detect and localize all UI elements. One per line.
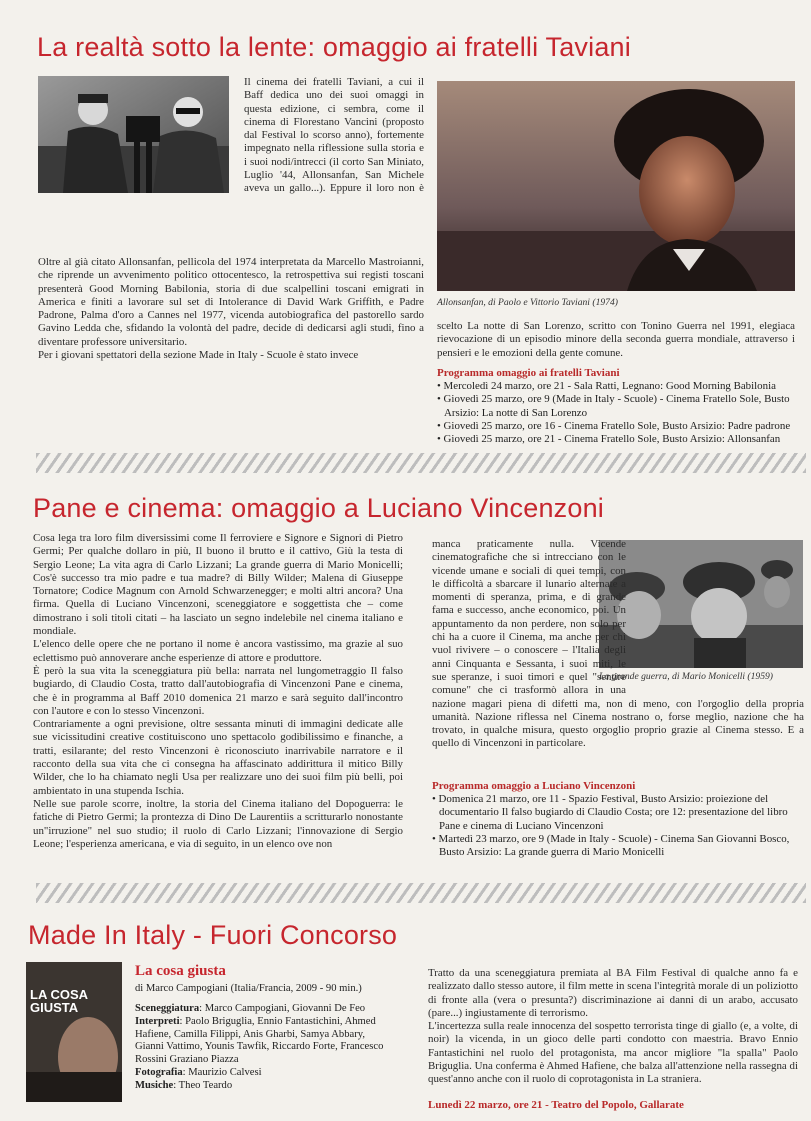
program-item: • Giovedì 25 marzo, ore 9 (Made in Italy - Scuole) - Cinema Fratello Sole, Busto Arsizio: La notte di San Lorenzo: [437, 393, 799, 420]
section2-photo-caption: La grande guerra, di Mario Monicelli (1959): [599, 671, 774, 682]
section2-program-title: Programma omaggio a Luciano Vincenzoni: [432, 780, 636, 792]
film-meta: di Marco Campogiani (Italia/Francia, 2009 - 90 min.): [135, 983, 362, 994]
la-cosa-giusta-poster: [26, 962, 122, 1102]
section1-program: [437, 367, 799, 446]
section1-paragraph-c: Per i giovani spettatori della sezione Made in Italy - Scuole è stato invece: [38, 349, 359, 362]
program-item: • Martedì 23 marzo, ore 9 (Made in Italy - Scuole) - Cinema San Giovanni Bosco, Busto Arsizio: La grande guerra di Mario Monicelli: [432, 833, 804, 860]
program-item: • Domenica 21 marzo, ore 11 - Spazio Festival, Busto Arsizio: proiezione del documentario Il falso bugiardo di Claudio Costa; ore 12: presentazione del libro Pane e cinema di Luciano Vincenzoni: [432, 793, 804, 833]
section1-body: [38, 196, 424, 362]
section2-paragraph-c: È però la sua vita la sceneggiatura più bella: narrata nel lungometraggio Il falso bugiardo, di Claudio Costa, tratto dall'autobiografia di Vincenzoni Pane e cinema, che è in programma al Baff 2010 domenica 21 marzo e sarà seguito dall'incontro con l'autore e con lo stesso Vincenzoni.: [33, 664, 403, 717]
section2-paragraph-b: L'elenco delle opere che ne portano il nome è ancora vastissimo, ma grazie al suo eclettismo può annoverare anche esperienze di attore e produttore.: [33, 638, 403, 664]
section2-paragraph-e: Nelle sue parole scorre, inoltre, la storia del Cinema italiano del Dopoguerra: le fatiche di Pietro Germi; la prontezza di Dino De Laurentiis a scritturarlo nonostante un"irruzione" nel suo studio; il ruolo di Carlo Lizzani; l'innovazione di Sergio Leone; l'esperienza americana, e via di seguito, in un elenco ove non: [33, 797, 403, 850]
section2-left-column: [33, 532, 403, 851]
section3-paragraph-a: Tratto da una sceneggiatura premiata al BA Film Festival di qualche anno fa e realizzato dallo stesso autore, il film mette in scena l'integrità morale di un poliziotto di fronte alla (vera o presunta?) discriminazione ai danni di un arabo, accusato (pare...) ingiustamente di terrorismo.: [428, 967, 798, 1019]
section3-text: [428, 967, 798, 1087]
taviani-brothers-photo: [38, 76, 229, 193]
section2-right-column: [432, 538, 804, 751]
credit-row: Sceneggiatura: Marco Campogiani, Giovanni De Feo: [135, 1003, 366, 1014]
section1-intro: Il cinema dei fratelli Taviani, a cui il Baff dedica uno dei suoi omaggi in questa edizione, ci sembra, come il cinema di Florestano Vancini (proposto dal Festival lo scorso anno), fortemente impegnato nella riflessione sulla storia e i suoi nodi/intrecci (il corto San Miniato, Luglio '44, Allonsanfan, San Michele aveva un gallo...). Eppure il loro non è: [244, 76, 424, 194]
section3-title: Made In Italy - Fuori Concorso: [28, 920, 398, 950]
program-item: • Mercoledì 24 marzo, ore 21 - Sala Ratti, Legnano: Good Morning Babilonia: [437, 380, 799, 393]
section2-paragraph-f: manca praticamente nulla. Vicende cinematografiche che si intrecciano con le vicende umane e sociali di quei tempi, con le difficoltà a sbarcare il lunario alternate a momenti di speranza, prima, e di grande fama e successo, anche economico, poi. Un appuntamento da non perdere, non solo per chi ha a cuore il Cinema, ma anche per chi vuol rivivere – o conoscere – l'Italia degli anni Cinquanta e Sessanta, i suoi miti, le sue speranze, i suoi timori e quel "sentire comune" che ci trasformò allora in una nazione magari piena di difetti ma, non di meno, con l'orgoglio della propria umanità. Nazione riflessa nel Cinema nostrano o, forse meglio, nazione che ha trovato, in qualche misura, questo orgoglio proprio grazie al Cinema stesso. E a quello di Vincenzoni in particolare.: [432, 538, 804, 750]
section2-paragraph-d: Contrariamente a ogni previsione, oltre sessanta minuti di immagini dedicate alle sue vicissitudini creative costituiscono uno spettacolo godibilissimo e finanche, a tratti, esilarante; del resto Vincenzoni è riconosciuto inarrivabile narratore e il racconto della sua vita che ci consegna ha affascinato addirittura il mitico Billy Wilder, che lo ha chiamato negli Usa per realizzare uno dei suoi film più belli, poi ambientato in una stupenda Ischia.: [33, 718, 403, 797]
film-credits: [135, 1003, 395, 1093]
section3-paragraph-b: L'incertezza sulla reale innocenza del sospetto terrorista tinge di giallo (e, a volte, di noir) la vicenda, in un gioco delle parti condotto con maestria. Bravo Ennio Fantastichini nel ruolo del protagonista, ma ancor migliore "la spalla" Paolo Briguglia. Una conferma è Ahmed Hafiene, che balza all'attenzione nella rassegna di quest'anno anche con il ruolo di coprotagonista in La straniera.: [428, 1020, 798, 1086]
poster-title: LA COSA GIUSTA: [30, 987, 88, 1015]
section1-paragraph-d: scelto La notte di San Lorenzo, scritto con Tonino Guerra nel 1991, elegiaca rievocazione di un episodio minore della seconda guerra mondiale, attraverso i pensieri e le emozioni della gente comune.: [437, 320, 795, 359]
section-divider: [36, 453, 806, 473]
section1-program-title: Programma omaggio ai fratelli Taviani: [437, 367, 620, 379]
film-title: La cosa giusta: [135, 963, 226, 979]
program-item: • Giovedì 25 marzo, ore 21 - Cinema Fratello Sole, Busto Arsizio: Allonsanfan: [437, 433, 799, 446]
allonsanfan-still: [437, 81, 795, 291]
section-divider: [36, 883, 806, 903]
section2-paragraph-a: Cosa lega tra loro film diversissimi come Il ferroviere e Signore e Signori di Pietro Germi; Per qualche dollaro in più, Il buono il brutto e il cattivo, Giù la testa di Sergio Leone; La vita agra di Carlo Lizzani; La grande guerra di Mario Monicelli; Cos'è successo tra mio padre e tua madre? di Billy Wilder; Malena di Giuseppe Tornatore; Codice Magnum con Arnold Schwarzenegger; e molti altri ancora? Una firma. Quella di Luciano Vincenzoni, sceneggiatore e soggettista che – come dimostrano i soli titoli citati – ha lasciato un segno indelebile nel cinema italiano e mondiale.: [33, 532, 403, 638]
section2-program: [432, 780, 804, 859]
section1-paragraph-b: Oltre al già citato Allonsanfan, pellicola del 1974 interpretata da Marcello Mastroianni, che riprende un avvenimento politico ottocentesco, la retrospettiva sui registi toscani presenterà Good Morning Babilonia, storia di due scalpellini toscani emigrati in America e finiti a lavorare sul set di Intolerance di David Wark Griffith, e Padre Padrone, Palma d'oro a Cannes nel 1977, vicenda autobiografica del pastorello sardo Gavino Ledda che, sfidando la volontà del padre, decide di dedicarsi agli studi, fino a diventare professore universitario.: [38, 256, 424, 348]
section1-right-text: [437, 320, 795, 360]
section1-title: La realtà sotto la lente: omaggio ai fratelli Taviani: [37, 32, 631, 62]
program-item: • Giovedì 25 marzo, ore 16 - Cinema Fratello Sole, Busto Arsizio: Padre padrone: [437, 420, 799, 433]
section1-photo-caption: Allonsanfan, di Paolo e Vittorio Taviani (1974): [437, 297, 618, 308]
credit-row: Interpreti: Paolo Briguglia, Ennio Fantastichini, Ahmed Hafiene, Camilla Filippi, Anis Gharbi, Samya Abbary, Gianni Vattimo, Younis Tawfik, Riccardo Forte, Francesco Rossini Graziano Piazza: [135, 1015, 384, 1066]
credit-row: Musiche: Theo Teardo: [135, 1079, 233, 1091]
screening-info: Lunedì 22 marzo, ore 21 - Teatro del Popolo, Gallarate: [428, 1099, 684, 1111]
section2-title: Pane e cinema: omaggio a Luciano Vincenzoni: [33, 493, 604, 523]
credit-row: Fotografia: Maurizio Calvesi: [135, 1066, 262, 1078]
